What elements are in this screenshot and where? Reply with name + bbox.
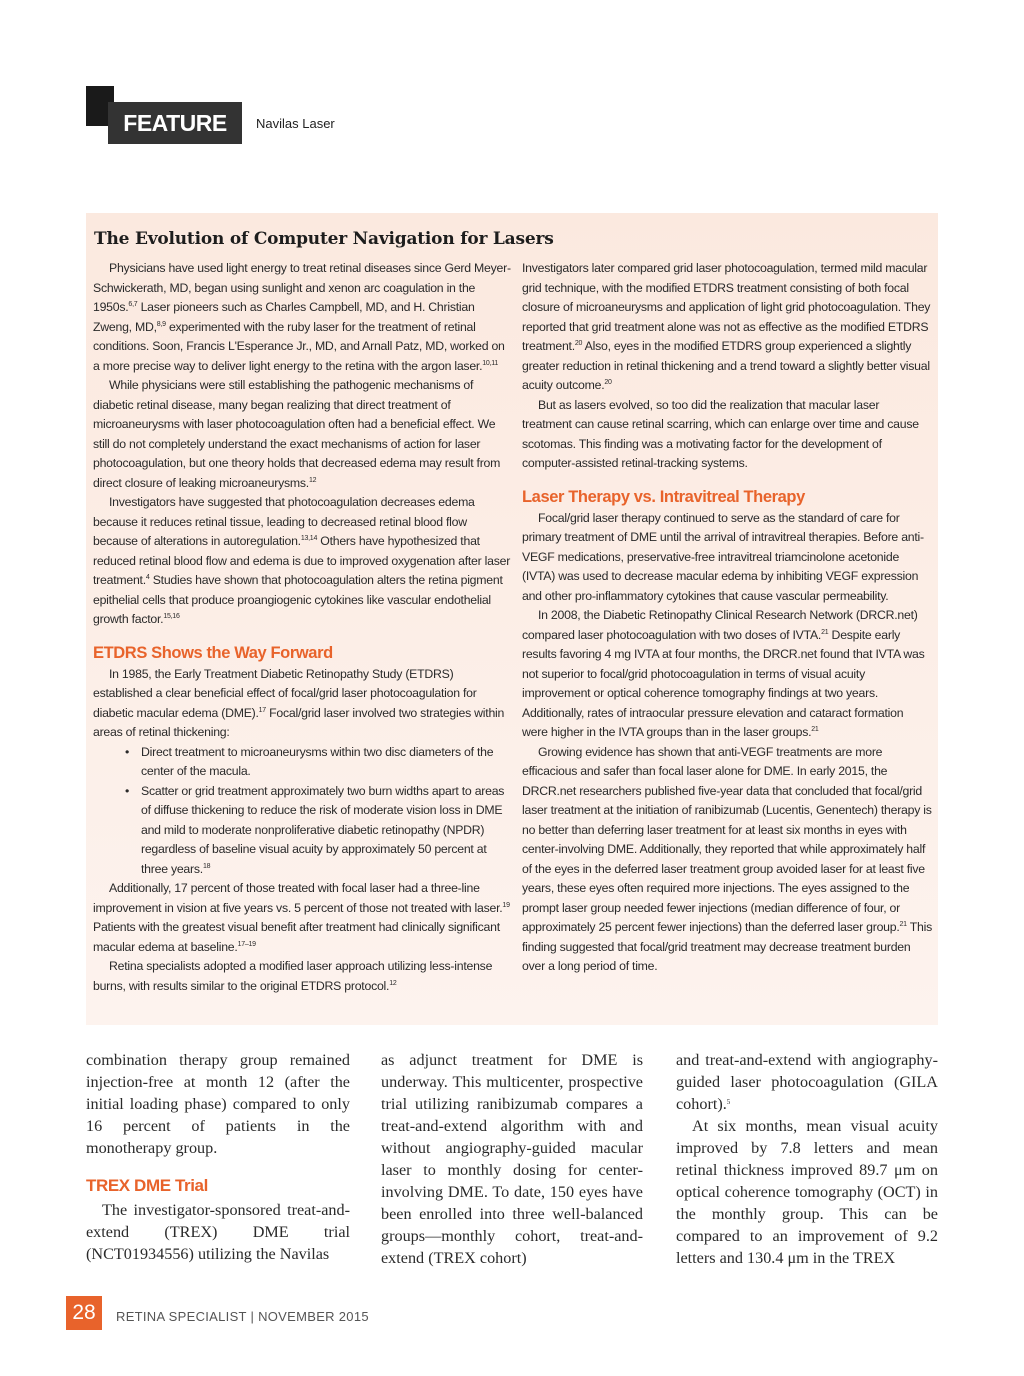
subheading-laser-therapy: Laser Therapy vs. Intravitreal Therapy (522, 487, 805, 506)
main-column-1 (86, 1049, 350, 1265)
subheading-etdrs: ETDRS Shows the Way Forward (93, 643, 333, 662)
section-name: Navilas Laser (256, 116, 335, 131)
subheading-trex: TREX DME Trial (86, 1176, 208, 1195)
sidebar-left-column (93, 259, 511, 996)
sidebar-right-column (522, 259, 932, 977)
paragraph: Focal/grid laser therapy continued to serve as the standard of care for primary treatment of DME until the arrival of intravitreal therapies. Before anti-VEGF medications, preservative-free intravitreal triamcinolone acetonide (IVTA) was used to decrease macular edema by inhibiting VEGF expression and other pro-inflammatory cytokines that cause vascular permeability. (522, 510, 924, 603)
main-column-2 (381, 1049, 643, 1269)
main-column-3 (676, 1049, 938, 1269)
paragraph: In 2008, the Diabetic Retinopathy Clinical Research Network (DRCR.net) compared laser photocoagulation with two doses of IVTA.$^{21}$ Despite early results favoring 4 mg IVTA at four months, the DRCR.net found that IVTA was not superior to focal/grid photocoagulation in terms of visual acuity improvement or optical coherence tomography findings at two years. Additionally, rates of intraocular pressure elevation and cataract formation were higher in the IVTA groups than in the laser groups.$^{21}$ (522, 608, 925, 739)
page-number: 28 (66, 1296, 102, 1330)
paragraph: Investigators have suggested that photocoagulation decreases edema because it reduces retinal tissue, leading to decreased retinal blood flow because of alterations in autoregulation.$^{13,14}$ Others have hypothesized that reduced retinal blood flow and edema is due to improved oxygenation after laser treatment.$^4$ Studies have shown that photocoagulation alters the retina pigment epithelial cells that produce proangiogenic cytokines like vascular endothelial growth factor.$^{15,16}$ (93, 495, 511, 626)
paragraph: In 1985, the Early Treatment Diabetic Retinopathy Study (ETDRS) established a clear beneficial effect of focal/grid laser photocoagulation for diabetic macular edema (DME).$^{17}$ Focal/grid laser involved two strategies within areas of retinal thickening: (93, 666, 505, 739)
list-item: • Scatter or grid treatment approximately two burn widths apart to areas of diffuse thickening to reduce the risk of moderate vision loss in DME and mild to moderate nonproliferative diabetic retinopathy (NPDR) regardless of baseline visual acuity by approximately 50 percent at three years.$^{18}$ (141, 782, 511, 880)
paragraph: Physicians have used light energy to treat retinal diseases since Gerd Meyer-Schwickerath, MD, began using sunlight and xenon arc coagulation in the 1950s.$^{6,7}$ Laser pioneers such as Charles Campbell, MD, and H. Christian Zweng, MD,$^{8,9}$ experimented with the ruby laser for the treatment of retinal conditions. Soon, Francis L'Esperance Jr., MD, and Arnall Patz, MD, worked on a more precise way to deliver light energy to the retina with the argon laser.$^{10,11}$ (93, 261, 511, 373)
paragraph: Retina specialists adopted a modified laser approach utilizing less-intense burns, with results similar to the original ETDRS protocol.$^{12}$ (93, 959, 493, 993)
paragraph: combination therapy group remained injection-free at month 12 (after the initial loading phase) compared to only 16 percent of patients in the monotherapy group. (86, 1051, 350, 1157)
paragraph: The investigator-sponsored treat-and-extend (TREX) DME trial (NCT01934556) utilizing the Navilas (86, 1201, 350, 1263)
feature-label: FEATURE (108, 102, 242, 144)
paragraph: Additionally, 17 percent of those treated with focal laser had a three-line improvement in vision at five years vs. 5 percent of those not treated with laser.$^{19}$ Patients with the greatest visual benefit after treatment had clinically significant macular edema at baseline.$^{17-19}$ (93, 881, 510, 954)
footer-publication: RETINA SPECIALIST | NOVEMBER 2015 (116, 1309, 369, 1324)
paragraph: At six months, mean visual acuity improved by 7.8 letters and mean retinal thickness improved 89.7 μm on optical coherence tomography (OCT) in the monthly group. This can be compared to an improvement of 9.2 letters and 130.4 μm in the TREX (676, 1117, 938, 1267)
paragraph: Investigators later compared grid laser photocoagulation, termed mild macular grid technique, with the modified ETDRS treatment consisting of both focal closure of microaneurysms and application of light grid photocoagulation. They reported that grid treatment alone was not as effective as the modified ETDRS treatment.$^{20}$ Also, eyes in the modified ETDRS group experienced a slightly greater reduction in retinal thickening and a trend toward a slightly better visual acuity outcome.$^{20}$ (522, 261, 931, 392)
bullet-list (93, 743, 511, 880)
paragraph: But as lasers evolved, so too did the realization that macular laser treatment can cause retinal scarring, which can enlarge over time and cause scotomas. This finding was a motivating factor for the development of computer-assisted retinal-tracking systems. (522, 397, 919, 470)
paragraph: as adjunct treatment for DME is underway. This multicenter, prospective trial utilizing ranibizumab compares a treat-and-extend algorithm with and without angiography-guided macular laser to monthly dosing for center-involving DME. To date, 150 eyes have been enrolled into three well-balanced groups—monthly cohort, treat-and-extend (TREX cohort) (381, 1051, 643, 1267)
paragraph: While physicians were still establishing the pathogenic mechanisms of diabetic retinal disease, many began realizing that direct treatment of microaneurysms with laser photocoagulation often had a beneficial effect. We still do not completely understand the exact mechanisms of action for laser photocoagulation, but one theory holds that decreased edema may result from direct closure of leaking microaneurysms.$^{12}$ (93, 378, 501, 490)
paragraph: and treat-and-extend with angiography-guided laser photocoagulation (GILA cohort).$^5$ (676, 1051, 938, 1113)
list-item: • Direct treatment to microaneurysms within two disc diameters of the center of the macula. (141, 743, 511, 782)
sidebar-title: The Evolution of Computer Navigation for Lasers (94, 229, 554, 249)
paragraph: Growing evidence has shown that anti-VEGF treatments are more efficacious and safer than focal laser alone for DME. In early 2015, the DRCR.net researchers published five-year data that concluded that focal/grid laser treatment at the initiation of ranibizumab (Lucentis, Genentech) therapy is no better than deferring laser treatment for at least six months in eyes with center-involving DME. Additionally, they reported that while approximately half of the eyes in the deferred laser treatment group avoided laser for at least five years, these eyes often required more injections. The eyes assigned to the prompt laser group needed fewer injections (median difference of four, or approximately 25 percent fewer injections) than the deferred laser group.$^{21}$ This finding suggested that focal/grid treatment may decrease treatment burden over a long period of time. (522, 744, 933, 973)
